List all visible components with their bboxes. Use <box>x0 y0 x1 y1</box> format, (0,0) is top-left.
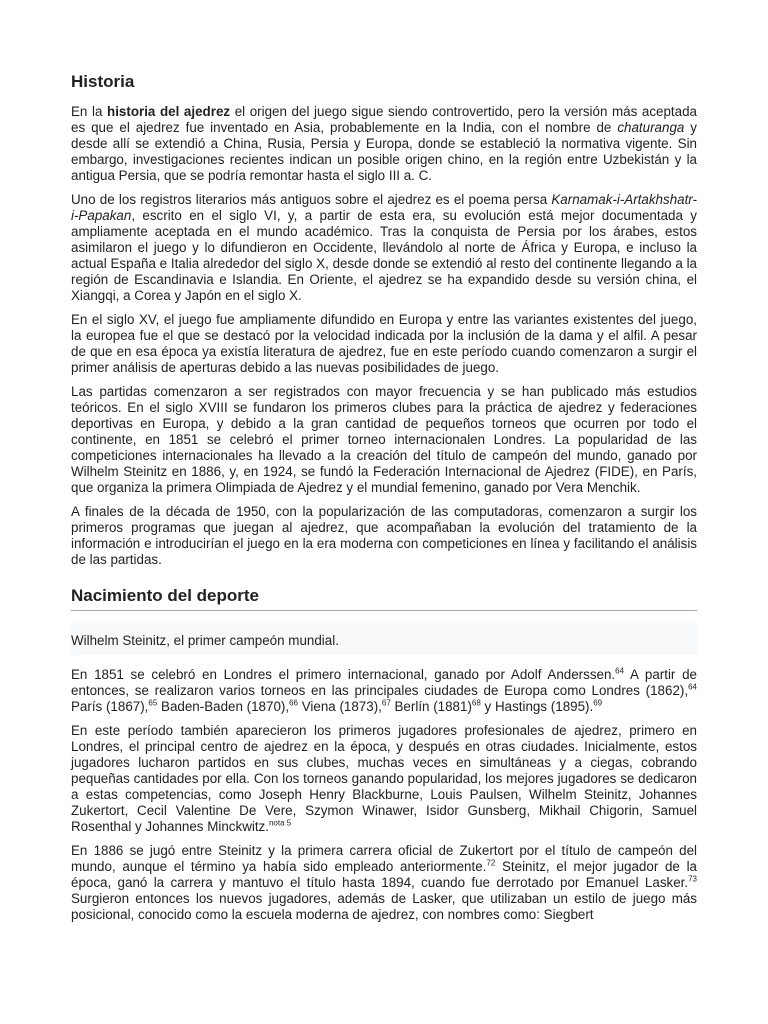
reference-link[interactable]: 73 <box>688 874 697 884</box>
image-caption: Wilhelm Steinitz, el primer campeón mundial. <box>71 633 339 648</box>
reference-link[interactable]: 69 <box>593 698 603 708</box>
text-run: En la <box>71 104 108 119</box>
italic-term-chaturanga: chaturanga <box>617 120 685 135</box>
reference-link[interactable]: 67 <box>381 698 391 708</box>
text-run: En 1851 se celebró en Londres el primero internacional, ganado por Adolf Anderssen. <box>71 667 616 682</box>
reference-link[interactable]: 72 <box>486 858 496 868</box>
bold-link-historia-del-ajedrez[interactable]: historia del ajedrez <box>107 104 231 119</box>
text-run: Surgieron entonces los nuevos jugadores, además de Lasker, que utilizaban un estilo de juego más posicional, conocido como la escuela moderna de ajedrez, con nombres como: Siegbert <box>71 891 697 922</box>
text-run: Viena (1873), <box>298 699 382 714</box>
nacimiento-paragraph-2 <box>71 723 697 835</box>
text-run: En 1886 se jugó entre Steinitz y la primera carrera oficial de Zukertort por el título de campeón del mundo, aunque el término ya había sido empleado anteriormente. <box>71 843 697 874</box>
note-link[interactable]: nota 5 <box>268 818 292 828</box>
text-run: Uno de los registros literarios más antiguos sobre el ajedrez es el poema persa <box>71 192 552 207</box>
text-run: Baden-Baden (1870), <box>157 699 290 714</box>
reference-link[interactable]: 64 <box>688 682 697 692</box>
section-heading-historia: Historia <box>71 72 135 91</box>
section-heading-nacimiento: Nacimiento del deporte <box>71 586 697 611</box>
reference-link[interactable]: 66 <box>289 698 298 708</box>
historia-paragraph-4: Las partidas comenzaron a ser registrados con mayor frecuencia y se han publicado más estudios teóricos. En el siglo XVIII se fundaron los primeros clubes para la práctica de ajedrez y federaciones deportivas en Europa, y debido a la gran cantidad de pequeños torneos que ocurren por todo el continente, en 1851 se celebró el primer torneo internacionalen Londres. La popularidad de las competiciones internacionales ha llevado a la creación del título de campeón del mundo, ganado por Wilhelm Steinitz en 1886, y, en 1924, se fundó la Federación Internacional de Ajedrez (FIDE), en París, que organiza la primera Olimpiada de Ajedrez y el mundial femenino, ganado por Vera Menchik. <box>71 384 697 495</box>
nacimiento-paragraph-1 <box>71 667 697 715</box>
italic-title-poem: Karnamak-i-Artakhshatr-i-Papakan <box>71 192 697 223</box>
text-run: el origen del juego sigue siendo controvertido, pero la versión más aceptada es que el ajedrez fue inventado en Asia, probablemente en la India, con el nombre de <box>71 104 697 135</box>
text-run: París (1867), <box>71 699 149 714</box>
reference-link[interactable]: 65 <box>148 698 158 708</box>
historia-paragraph-3: En el siglo XV, el juego fue ampliamente difundido en Europa y entre las variantes existentes del juego, la europea fue el que se destacó por la velocidad indicada por la inclusión de la dama y el alfil. A pesar de que en esa época ya existía literatura de ajedrez, fue en este período cuando comenzaron a surgir el primer análisis de aperturas debido a las nuevas posibilidades de juego. <box>71 312 697 375</box>
text-run: Steinitz, el mejor jugador de la época, ganó la carrera y mantuvo el título hasta 1894, cuando fue derrotado por Emanuel Lasker. <box>71 859 697 890</box>
text-run: A partir de entonces, se realizaron varios torneos en las principales ciudades de Europa como Londres (1862), <box>71 667 697 698</box>
image-caption-box <box>71 623 697 655</box>
text-run: y desde allí se extendió a China, Rusia, Persia y Europa, donde se estableció la normativa vigente. Sin embargo, investigaciones recientes indican un posible origen chino, en la región entre Uzbekistán y la antigua Persia, que se podría remontar hasta el siglo III a. C. <box>71 120 697 183</box>
reference-link[interactable]: 64 <box>615 666 625 676</box>
reference-link[interactable]: 68 <box>471 698 481 708</box>
text-run: , escrito en el siglo VI, y, a partir de esta era, su evolución está mejor documentada y ampliamente aceptada en el mundo académico. Tras la conquista de Persia por los árabes, estos asimilaron el juego y lo difundieron en Occidente, llevándolo al norte de África y Europa, e incluso la actual España e Italia alrededor del siglo X, desde donde se extendió al resto del continente llegando a la región de Escandinavia e Islandia. En Oriente, el ajedrez se ha expandido desde su versión china, el Xiangqi, a Corea y Japón en el siglo X. <box>71 208 697 303</box>
text-run: y Hastings (1895). <box>480 699 594 714</box>
text-run: Berlín (1881) <box>390 699 472 714</box>
historia-paragraph-5: A finales de la década de 1950, con la popularización de las computadoras, comenzaron a surgir los primeros programas que juegan al ajedrez, que acompañaban la evolución del tratamiento de la información e introducirían el juego en la era moderna con competiciones en línea y facilitando el análisis de las partidas. <box>71 504 697 567</box>
text-run: En este período también aparecieron los primeros jugadores profesionales de ajedrez, primero en Londres, el principal centro de ajedrez en la época, y después en otras ciudades. Inicialmente, estos jugadores lucharon partidos en sus clubes, muchas veces en simultáneas y a ciegas, cobrando pequeñas cantidades por ella. Con los torneos ganando popularidad, los mejores jugadores se dedicaron a estas competencias, como Joseph Henry Blackburne, Louis Paulsen, Wilhelm Steinitz, Johannes Zukertort, Cecil Valentine De Vere, Szymon Winawer, Isidor Gunsberg, Mikhail Chigorin, Samuel Rosenthal y Johannes Minckwitz. <box>71 723 697 834</box>
historia-paragraph-2 <box>71 192 697 304</box>
historia-paragraph-1 <box>71 104 697 184</box>
nacimiento-paragraph-3 <box>71 843 697 923</box>
